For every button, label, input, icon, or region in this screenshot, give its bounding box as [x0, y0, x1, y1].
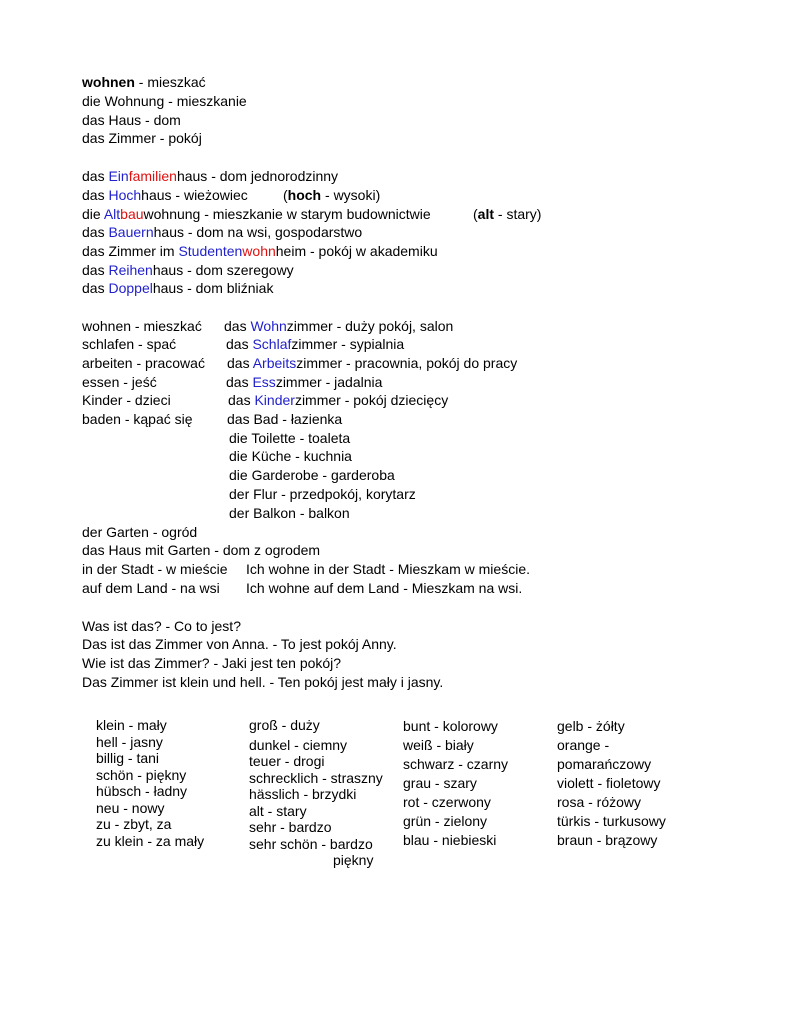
intro-line-zimmer: das Zimmer - pokój — [82, 130, 202, 146]
adjective-line: braun - brązowy — [557, 832, 658, 848]
garden-line: das Haus mit Garten - dom z ogrodem — [82, 542, 321, 558]
adjective-line: orange - — [557, 737, 610, 753]
adjective-line: hässlich - brzydki — [249, 786, 357, 802]
adjective-line: piękny — [333, 852, 374, 868]
adjective-line: rot - czerwony — [403, 794, 491, 810]
adjective-line: grün - zielony — [403, 813, 488, 829]
country-sentence: Ich wohne auf dem Land - Mieszkam na wsi. — [246, 580, 523, 596]
intro-line-haus: das Haus - dom — [82, 112, 181, 128]
adjective-line: gelb - żółty — [557, 718, 625, 734]
room-line: der Balkon - balkon — [229, 505, 350, 521]
adjective-line: schrecklich - straszny — [249, 769, 383, 786]
adjective-line: schön - piękny — [96, 766, 187, 783]
verb-line: schlafen - spać — [82, 336, 177, 352]
type-doppelhaus: das Doppelhaus - dom bliźniak — [82, 280, 274, 296]
country-line: auf dem Land - na wsi — [82, 580, 220, 596]
adjectives-column-3 — [403, 717, 508, 849]
adjectives-column-1 — [96, 717, 204, 849]
room-line: das Arbeitszimmer - pracownia, pokój do pracy — [227, 355, 518, 371]
adjective-line: dunkel - ciemny — [249, 736, 348, 753]
room-line: das Esszimmer - jadalnia — [226, 374, 383, 390]
adjectives-column-4 — [557, 717, 666, 849]
room-line: der Flur - przedpokój, korytarz — [229, 486, 416, 502]
city-line: in der Stadt - w mieście — [82, 561, 228, 577]
type-einfamilienhaus: das Einfamilienhaus - dom jednorodzinny — [82, 168, 339, 184]
room-line: die Garderobe - garderoba — [229, 467, 395, 483]
question-line: Was ist das? - Co to jest? — [82, 618, 241, 634]
adjective-line: alt - stary — [249, 802, 307, 819]
type-studentenwohnheim: das Zimmer im Studentenwohnheim - pokój w akademiku — [82, 243, 438, 259]
room-line: das Schlafzimmer - sypialnia — [226, 336, 405, 352]
type-bauernhaus: das Bauernhaus - dom na wsi, gospodarstwo — [82, 224, 363, 240]
question-line: Das Zimmer ist klein und hell. - Ten pokój jest mały i jasny. — [82, 674, 444, 690]
question-line: Das ist das Zimmer von Anna. - To jest pokój Anny. — [82, 636, 397, 652]
type-hochhaus: das Hochhaus - wieżowiec — [82, 187, 248, 203]
verb-line: Kinder - dzieci — [82, 392, 171, 408]
verb-line: essen - jeść — [82, 374, 157, 390]
adjectives-column-2 — [249, 717, 383, 869]
intro-line-wohnung: die Wohnung - mieszkanie — [82, 93, 247, 109]
question-line: Wie ist das Zimmer? - Jaki jest ten pokój? — [82, 655, 342, 671]
adjective-line: teuer - drogi — [249, 753, 325, 769]
verb-line: arbeiten - pracować — [82, 355, 205, 371]
room-line: die Toilette - toaleta — [229, 430, 351, 446]
adjective-line: schwarz - czarny — [403, 756, 509, 772]
adjective-line: bunt - kolorowy — [403, 718, 498, 734]
verb-line: wohnen - mieszkać — [82, 318, 202, 334]
adjective-line: sehr schön - bardzo — [249, 835, 373, 852]
garden-line: der Garten - ogród — [82, 524, 198, 540]
note-alt: (alt - stary) — [473, 206, 542, 222]
adjective-line: hübsch - ładny — [96, 783, 188, 799]
room-line: das Wohnzimmer - duży pokój, salon — [224, 318, 454, 334]
adjective-line: pomarańczowy — [557, 756, 652, 772]
adjective-line: weiß - biały — [403, 737, 474, 753]
adjective-line: billig - tani — [96, 750, 160, 766]
adjective-line: grau - szary — [403, 775, 477, 791]
city-sentence: Ich wohne in der Stadt - Mieszkam w mieście. — [246, 561, 530, 577]
adjective-line: klein - mały — [96, 717, 167, 733]
adjective-line: groß - duży — [249, 717, 320, 733]
room-line: das Kinderzimmer - pokój dziecięcy — [228, 392, 449, 408]
adjective-line: blau - niebieski — [403, 832, 497, 848]
intro-line-wohnen: wohnen - mieszkać — [82, 74, 206, 90]
type-reihenhaus: das Reihenhaus - dom szeregowy — [82, 262, 294, 278]
verb-line: baden - kąpać się — [82, 411, 193, 427]
room-line: das Bad - łazienka — [227, 411, 343, 427]
adjective-line: neu - nowy — [96, 799, 165, 816]
adjective-line: hell - jasny — [96, 733, 163, 750]
adjective-line: sehr - bardzo — [249, 819, 332, 835]
adjective-line: rosa - różowy — [557, 794, 642, 810]
type-altbauwohnung: die Altbauwohnung - mieszkanie w starym budownictwie — [82, 206, 431, 222]
adjective-line: zu klein - za mały — [96, 832, 205, 849]
adjective-line: violett - fioletowy — [557, 775, 661, 791]
adjective-line: türkis - turkusowy — [557, 813, 666, 829]
note-hoch: (hoch - wysoki) — [283, 187, 381, 203]
room-line: die Küche - kuchnia — [229, 448, 352, 464]
adjective-line: zu - zbyt, za — [96, 816, 172, 832]
